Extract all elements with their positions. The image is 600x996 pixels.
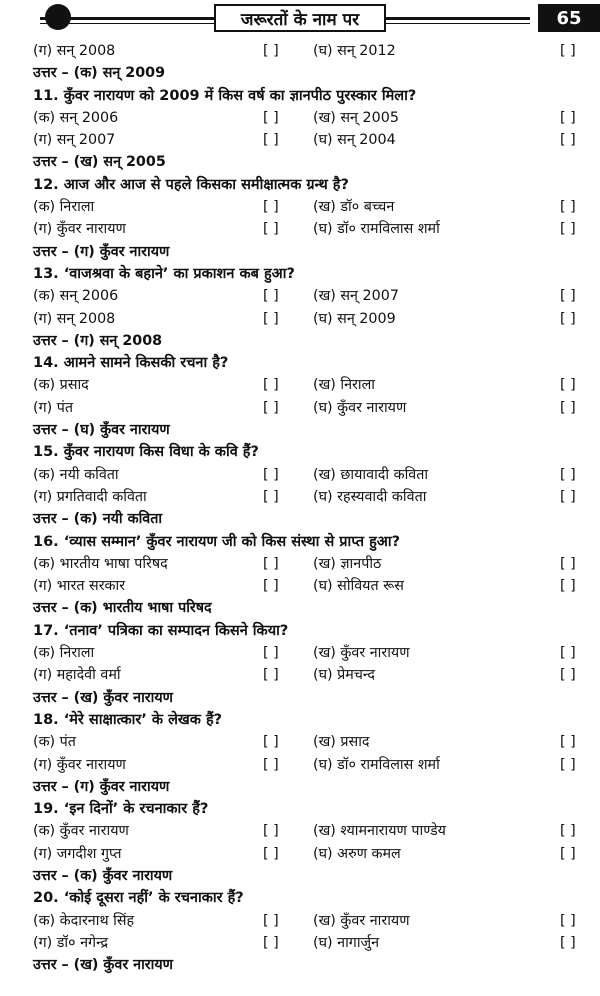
option-row: [33, 820, 593, 842]
option-b-checkbox: [ ]: [560, 845, 576, 862]
option-row: [33, 218, 593, 240]
header-bullet-icon: [45, 4, 71, 30]
option-row: [33, 910, 593, 932]
option-row: [33, 107, 593, 129]
option-row: [33, 575, 593, 597]
option-a: (ग) सन् 2008: [33, 310, 116, 327]
option-b-checkbox: [ ]: [560, 645, 576, 662]
option-a: (ग) पंत: [33, 399, 74, 416]
option-a-checkbox: [ ]: [263, 667, 279, 684]
option-b: (घ) सन् 2004: [313, 132, 396, 149]
option-row: [33, 374, 593, 396]
answer-text: उत्तर – (घ) कुँवर नारायण: [33, 422, 170, 439]
option-row: [33, 731, 593, 753]
option-a-checkbox: [ ]: [263, 288, 279, 305]
answer-text: उत्तर – (क) भारतीय भाषा परिषद: [33, 600, 212, 617]
option-b-checkbox: [ ]: [560, 578, 576, 595]
option-b: (घ) अरुण कमल: [313, 845, 401, 862]
option-a-checkbox: [ ]: [263, 645, 279, 662]
option-a-checkbox: [ ]: [263, 399, 279, 416]
option-b-checkbox: [ ]: [560, 934, 576, 951]
answer-text: उत्तर – (ग) कुँवर नारायण: [33, 243, 170, 260]
option-b: (ख) ज्ञानपीठ: [313, 555, 382, 572]
option-a-checkbox: [ ]: [263, 466, 279, 483]
option-row: [33, 129, 593, 151]
option-a: (ग) भारत सरकार: [33, 578, 126, 595]
option-b-checkbox: [ ]: [560, 199, 576, 216]
option-a-checkbox: [ ]: [263, 199, 279, 216]
option-b-checkbox: [ ]: [560, 555, 576, 572]
option-a: (क) केदारनाथ सिंह: [33, 912, 135, 929]
option-row: [33, 553, 593, 575]
answer-text: उत्तर – (ख) कुँवर नारायण: [33, 689, 173, 706]
option-b: (ख) निराला: [313, 377, 375, 394]
question-text: 13. ‘वाजश्रवा के बहाने’ का प्रकाशन कब हुआ?: [33, 265, 295, 282]
option-row: [33, 285, 593, 307]
option-a: (ग) डॉ० नगेन्द्र: [33, 934, 109, 951]
option-b-checkbox: [ ]: [560, 667, 576, 684]
page-number: 65: [538, 4, 600, 32]
option-row: [33, 843, 593, 865]
option-a: (क) निराला: [33, 645, 95, 662]
option-b: (घ) सोवियत रूस: [313, 578, 404, 595]
option-b-checkbox: [ ]: [560, 221, 576, 238]
option-b: (घ) कुँवर नारायण: [313, 399, 407, 416]
option-a-checkbox: [ ]: [263, 43, 279, 59]
option-a-checkbox: [ ]: [263, 221, 279, 238]
option-a-checkbox: [ ]: [263, 756, 279, 773]
option-b-checkbox: [ ]: [560, 912, 576, 929]
option-b: (घ) डॉ० रामविलास शर्मा: [313, 221, 440, 238]
option-b-checkbox: [ ]: [560, 823, 576, 840]
question-text: 14. आमने सामने किसकी रचना है?: [33, 355, 229, 372]
option-b-checkbox: [ ]: [560, 734, 576, 751]
option-b: (घ) सन् 2009: [313, 310, 396, 327]
option-a: (क) भारतीय भाषा परिषद: [33, 555, 168, 572]
option-a-checkbox: [ ]: [263, 912, 279, 929]
header-title: जरूरतों के नाम पर: [214, 4, 386, 32]
option-a: (क) सन् 2006: [33, 109, 119, 126]
option-b: (घ) सन् 2012: [313, 43, 396, 59]
question-text: 17. ‘तनाव’ पत्रिका का सम्पादन किसने किया?: [33, 622, 289, 639]
page-header: [0, 0, 600, 40]
option-row: [33, 664, 593, 686]
option-b-checkbox: [ ]: [560, 109, 576, 126]
option-b-checkbox: [ ]: [560, 132, 576, 149]
option-b: (ख) सन् 2005: [313, 109, 399, 126]
option-b-checkbox: [ ]: [560, 756, 576, 773]
option-row: [33, 196, 593, 218]
answer-text: उत्तर – (ख) सन् 2005: [33, 154, 166, 171]
option-b-checkbox: [ ]: [560, 399, 576, 416]
question-list: [33, 40, 593, 976]
option-a: (ग) कुँवर नारायण: [33, 221, 126, 238]
option-a: (क) प्रसाद: [33, 377, 89, 394]
option-a: (ग) सन् 2007: [33, 132, 116, 149]
answer-text: उत्तर – (ख) कुँवर नारायण: [33, 957, 173, 974]
option-b: (घ) डॉ० रामविलास शर्मा: [313, 756, 440, 773]
option-a: (क) निराला: [33, 199, 95, 216]
option-a-checkbox: [ ]: [263, 377, 279, 394]
option-a-checkbox: [ ]: [263, 109, 279, 126]
option-a: (ग) कुँवर नारायण: [33, 756, 126, 773]
question-text: 12. आज और आज से पहले किसका समीक्षात्मक ग्रन्थ है?: [33, 176, 349, 193]
option-b-checkbox: [ ]: [560, 377, 576, 394]
option-b: (ख) प्रसाद: [313, 734, 370, 751]
question-text: 19. ‘इन दिनों’ के रचनाकार हैं?: [33, 801, 209, 818]
option-a-checkbox: [ ]: [263, 132, 279, 149]
option-b-checkbox: [ ]: [560, 43, 576, 59]
option-row: [33, 754, 593, 776]
option-b: (ख) श्यामनारायण पाण्डेय: [313, 823, 446, 840]
answer-text: उत्तर – (ग) कुँवर नारायण: [33, 778, 170, 795]
option-a: (ग) महादेवी वर्मा: [33, 667, 121, 684]
option-a-checkbox: [ ]: [263, 310, 279, 327]
option-a: (क) सन् 2006: [33, 288, 119, 305]
question-text: 15. कुँवर नारायण किस विधा के कवि हैं?: [33, 444, 259, 461]
option-b: (ख) छायावादी कविता: [313, 466, 429, 483]
option-row: [33, 397, 593, 419]
option-a: (ग) सन् 2008: [33, 43, 116, 59]
option-a: (क) कुँवर नारायण: [33, 823, 129, 840]
option-b: (ख) कुँवर नारायण: [313, 645, 410, 662]
question-text: 11. कुँवर नारायण को 2009 में किस वर्ष का ज्ञानपीठ पुरस्कार मिला?: [33, 87, 417, 104]
option-a-checkbox: [ ]: [263, 934, 279, 951]
answer-text: उत्तर – (क) नयी कविता: [33, 511, 163, 528]
question-text: 18. ‘मेरे साक्षात्कार’ के लेखक हैं?: [33, 711, 223, 728]
option-a-checkbox: [ ]: [263, 488, 279, 505]
option-a-checkbox: [ ]: [263, 823, 279, 840]
answer-text: उत्तर – (क) कुँवर नारायण: [33, 867, 173, 884]
answer-text: उत्तर – (ग) सन् 2008: [33, 332, 163, 349]
option-a-checkbox: [ ]: [263, 734, 279, 751]
option-b: (घ) प्रेमचन्द: [313, 667, 375, 684]
option-row: [33, 464, 593, 486]
option-b-checkbox: [ ]: [560, 466, 576, 483]
option-a: (ग) जगदीश गुप्त: [33, 845, 122, 862]
option-row: [33, 308, 593, 330]
option-b: (घ) नागार्जुन: [313, 934, 380, 951]
answer-text: उत्तर – (क) सन् 2009: [33, 65, 166, 82]
option-b-checkbox: [ ]: [560, 288, 576, 305]
option-b: (ख) सन् 2007: [313, 288, 399, 305]
option-b-checkbox: [ ]: [560, 488, 576, 505]
option-a-checkbox: [ ]: [263, 555, 279, 572]
option-row: [33, 932, 593, 954]
option-b: (ख) डॉ० बच्चन: [313, 199, 395, 216]
option-b: (ख) कुँवर नारायण: [313, 912, 410, 929]
option-row: [33, 642, 593, 664]
option-row: [33, 486, 593, 508]
option-b: (घ) रहस्यवादी कविता: [313, 488, 427, 505]
question-text: 16. ‘व्यास सम्मान’ कुँवर नारायण जी को किस संस्था से प्राप्त हुआ?: [33, 533, 401, 550]
option-b-checkbox: [ ]: [560, 310, 576, 327]
option-row: [33, 40, 593, 62]
option-a: (क) पंत: [33, 734, 76, 751]
option-a: (क) नयी कविता: [33, 466, 119, 483]
option-a-checkbox: [ ]: [263, 578, 279, 595]
option-a: (ग) प्रगतिवादी कविता: [33, 488, 147, 505]
option-a-checkbox: [ ]: [263, 845, 279, 862]
question-text: 20. ‘कोई दूसरा नहीं’ के रचनाकार हैं?: [33, 890, 244, 907]
